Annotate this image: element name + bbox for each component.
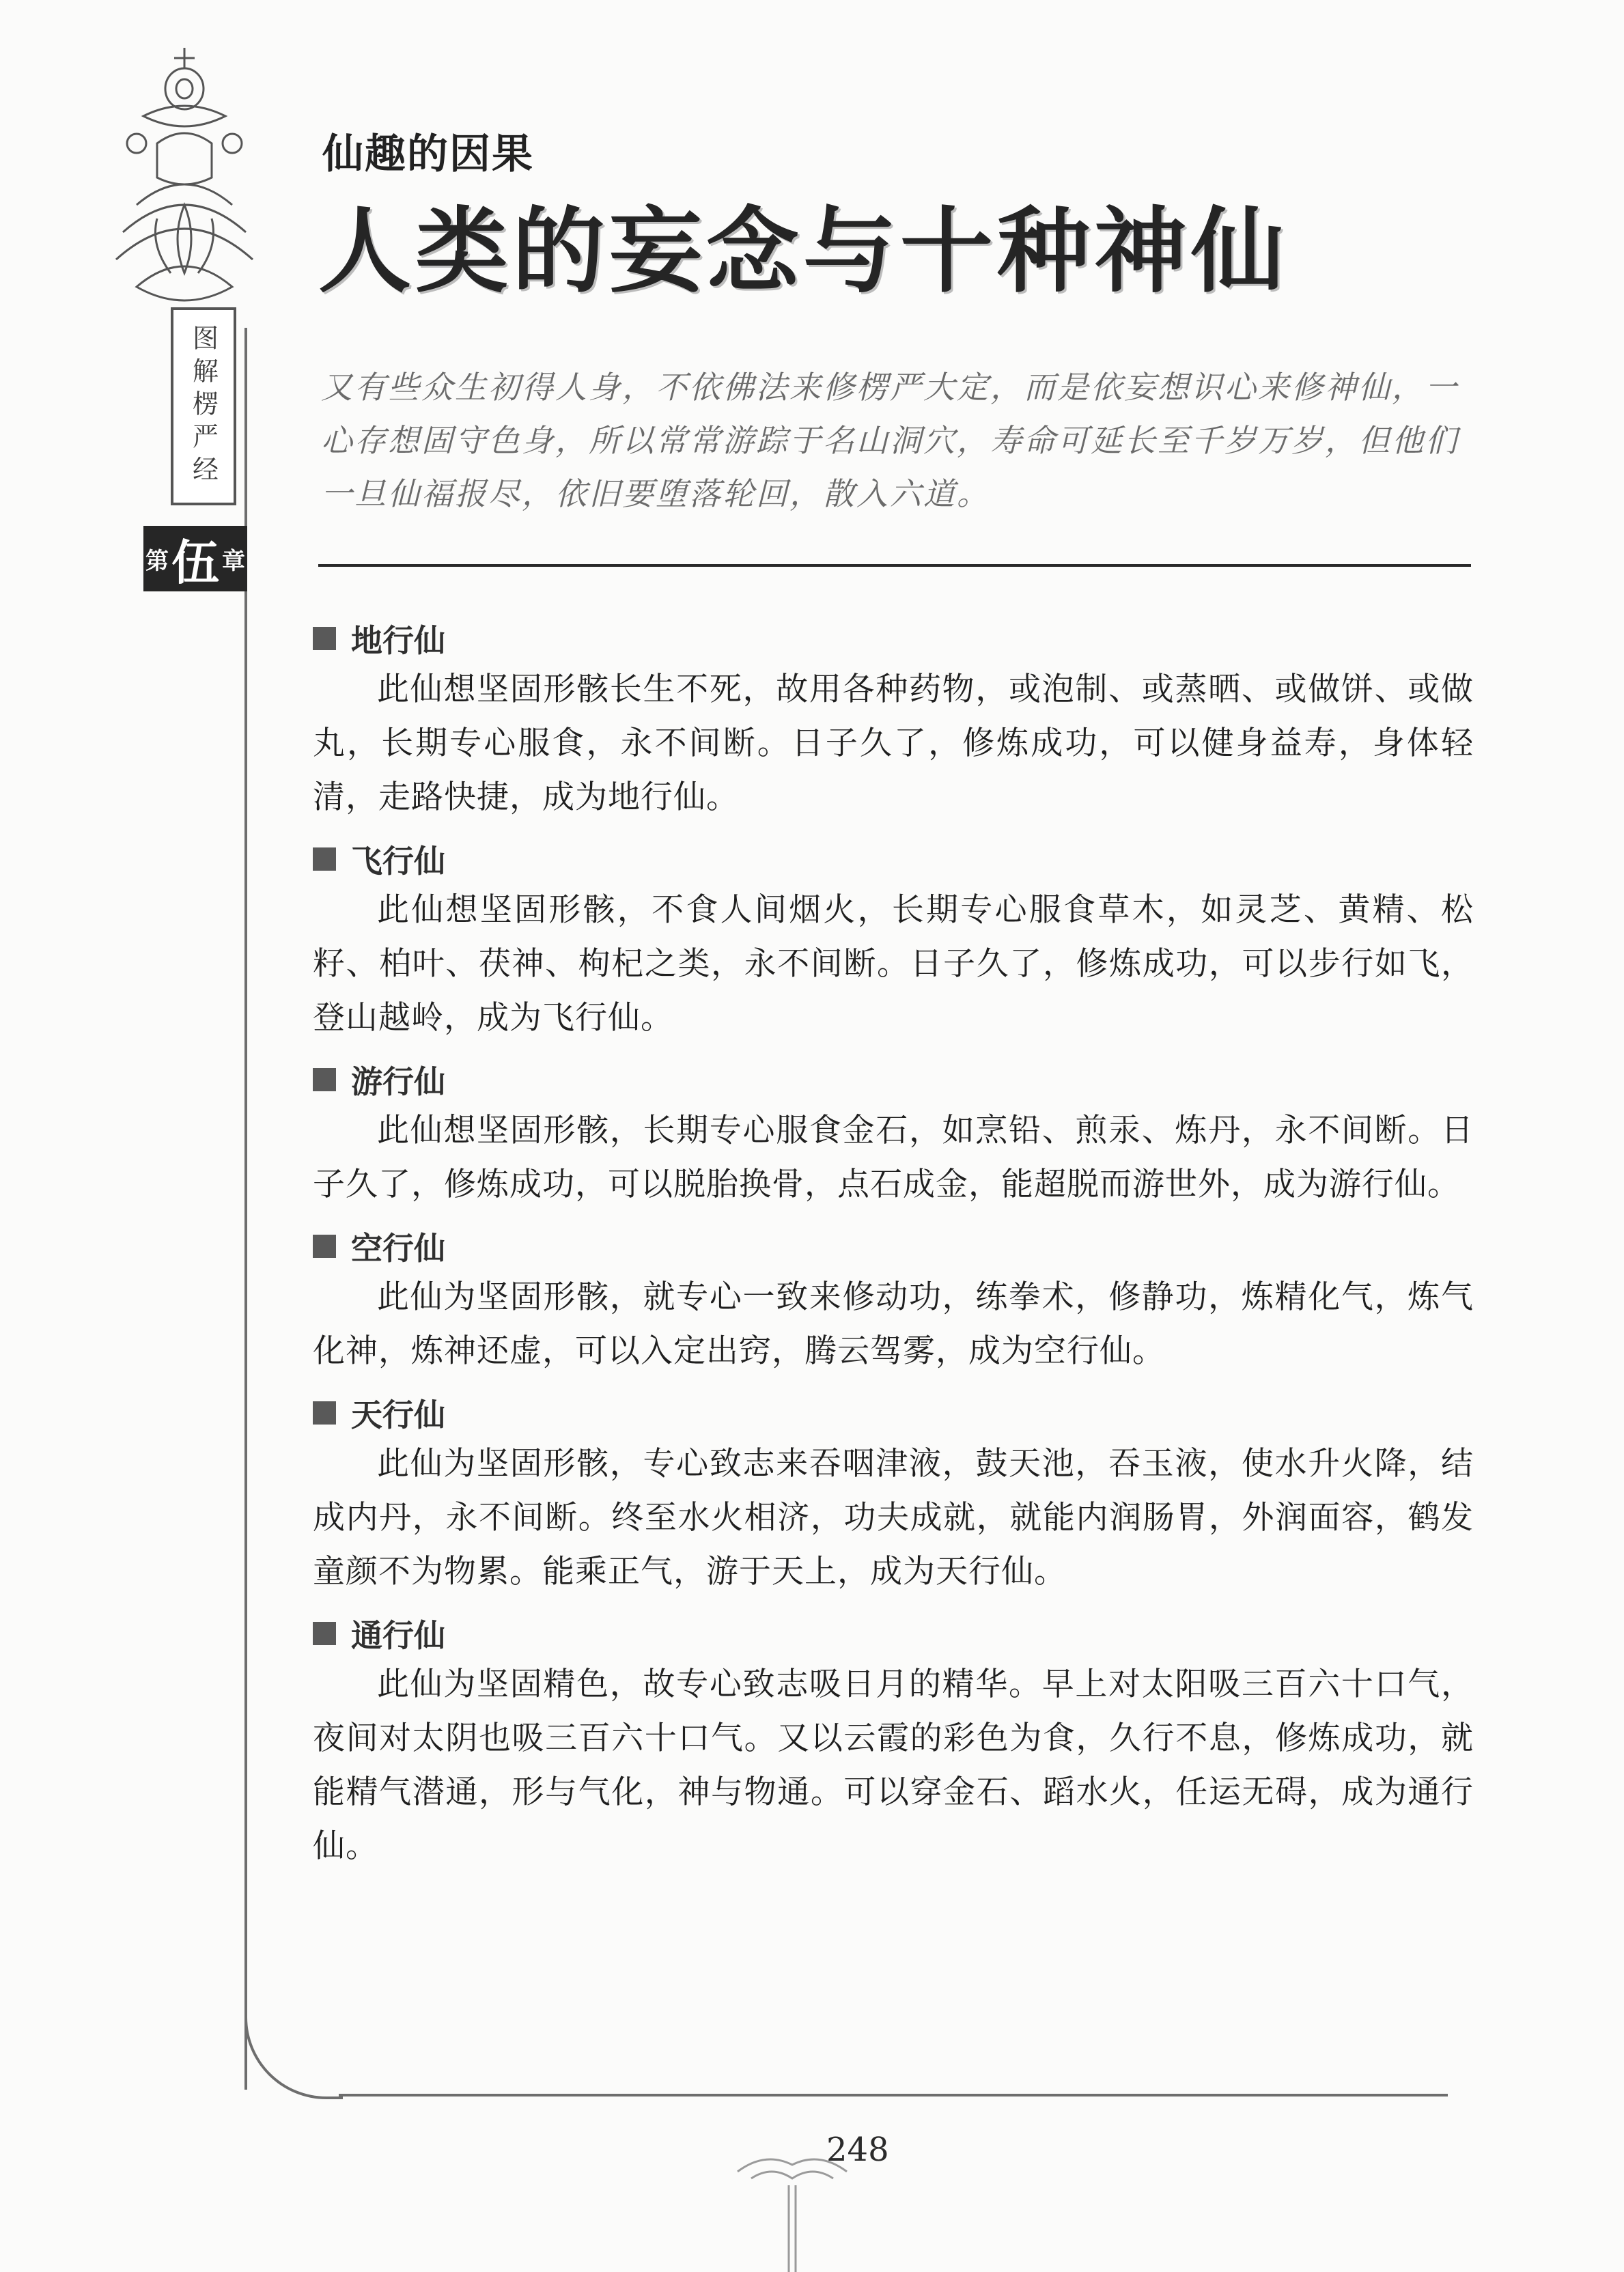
section-tongxingxian xyxy=(313,1610,1474,1873)
section-heading-text: 游行仙 xyxy=(351,1063,445,1100)
section-heading-text: 通行仙 xyxy=(351,1617,445,1654)
square-bullet-icon xyxy=(313,627,336,650)
square-bullet-icon xyxy=(313,1401,336,1425)
bottom-border-line xyxy=(339,2094,1448,2096)
chapter-prefix: 第 xyxy=(145,547,169,575)
lotus-ornament-icon xyxy=(96,41,273,328)
section-feixingxian xyxy=(313,835,1474,1045)
section-body: 此仙想坚固形骸长生不死，故用各种药物，或泡制、或蒸晒、或做饼、或做丸，长期专心服食，永不间断。日子久了，修炼成功，可以健身益寿，身体轻清，走路快捷，成为地行仙。 xyxy=(313,671,1474,816)
section-tianxingxian xyxy=(313,1389,1474,1599)
section-heading xyxy=(313,835,1474,883)
border-corner-curve xyxy=(244,2008,343,2099)
section-heading xyxy=(313,1056,1474,1104)
section-subtitle: 仙趣的因果 xyxy=(322,130,534,178)
section-heading xyxy=(313,1222,1474,1270)
sections-list xyxy=(313,615,1474,1884)
section-body: 此仙为坚固形骸，就专心一致来修动功，练拳术，修静功，炼精化气，炼气化神，炼神还虚，可以入定出窍，腾云驾雾，成为空行仙。 xyxy=(313,1278,1474,1370)
book-label xyxy=(171,307,236,505)
section-heading xyxy=(313,1610,1474,1657)
section-heading-text: 地行仙 xyxy=(351,622,445,659)
page-number: 248 xyxy=(826,2131,889,2169)
intro-paragraph: 又有些众生初得人身，不依佛法来修楞严大定，而是依妄想识心来修神仙，一心存想固守色身，所以常常游踪于名山洞穴，寿命可延长至千岁万岁，但他们一旦仙福报尽，依旧要堕落轮回，散入六道。 xyxy=(321,369,1459,512)
chapter-badge xyxy=(143,526,247,591)
section-body: 此仙想坚固形骸，不食人间烟火，长期专心服食草木，如灵芝、黄精、松籽、柏叶、茯神、枸杞之类，永不间断。日子久了，修炼成功，可以步行如飞，登山越岭，成为飞行仙。 xyxy=(313,891,1474,1037)
section-body: 此仙为坚固精色，故专心致志吸日月的精华。早上对太阳吸三百六十口气，夜间对太阴也吸三百六十口气。又以云霞的彩色为食，久行不息，修炼成功，就能精气潜通，形与气化，神与物通。可以穿金石、蹈水火，任运无碍，成为通行仙。 xyxy=(313,1666,1474,1865)
square-bullet-icon xyxy=(313,1622,336,1645)
section-heading-text: 天行仙 xyxy=(351,1397,445,1433)
section-heading xyxy=(313,615,1474,662)
section-body: 此仙为坚固形骸，专心致志来吞咽津液，鼓天池，吞玉液，使水升火降，结成内丹，永不间断。终至水火相济，功夫成就，就能内润肠胃，外润面容，鹤发童颜不为物累。能乘正气，游于天上，成为天行仙。 xyxy=(313,1445,1474,1590)
chapter-suffix: 章 xyxy=(222,547,245,575)
square-bullet-icon xyxy=(313,1235,336,1258)
section-dixingxian xyxy=(313,615,1474,824)
page-title: 人类的妄念与十种神仙 xyxy=(318,197,1288,306)
section-kongxingxian xyxy=(313,1222,1474,1378)
square-bullet-icon xyxy=(313,1068,336,1091)
book-label-text: 图解楞严经 xyxy=(188,324,219,488)
left-border-line xyxy=(244,328,247,2090)
section-youxingxian xyxy=(313,1056,1474,1211)
section-heading-text: 飞行仙 xyxy=(351,843,445,880)
square-bullet-icon xyxy=(313,847,336,871)
section-heading-text: 空行仙 xyxy=(351,1230,445,1267)
divider-rule xyxy=(318,564,1471,567)
section-body: 此仙想坚固形骸，长期专心服食金石，如烹铅、煎汞、炼丹，永不间断。日子久了，修炼成功，可以脱胎换骨，点石成金，能超脱而游世外，成为游行仙。 xyxy=(313,1112,1474,1203)
chapter-number: 伍 xyxy=(171,533,219,591)
section-heading xyxy=(313,1389,1474,1437)
